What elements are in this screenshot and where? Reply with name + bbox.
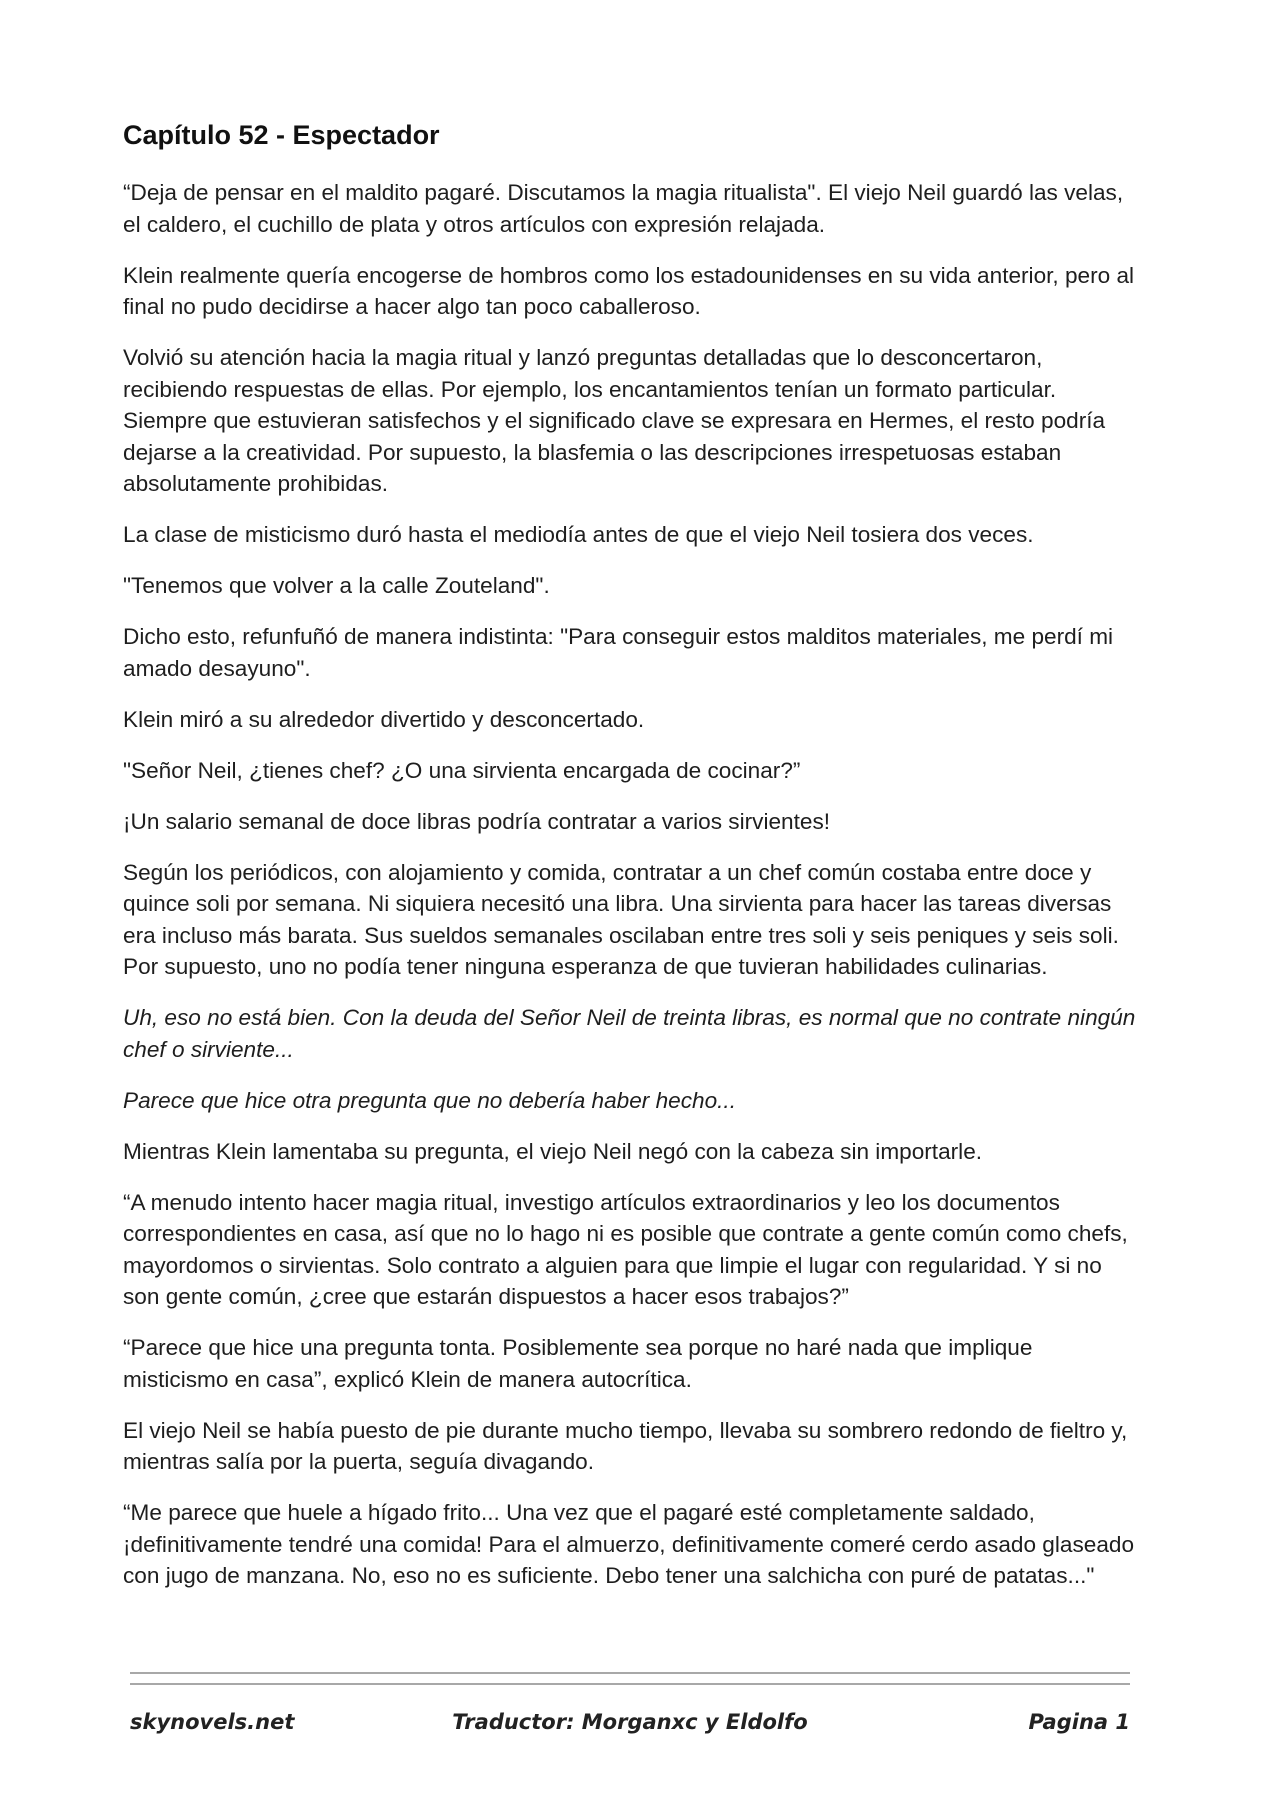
chapter-title: Capítulo 52 - Espectador <box>123 120 440 150</box>
page-footer <box>130 1710 1130 1746</box>
paragraph: “Parece que hice una pregunta tonta. Posiblemente sea porque no haré nada que implique misticismo en casa”, explicó Klein de manera autocrítica. <box>123 1335 1033 1392</box>
paragraph: “Me parece que huele a hígado frito... Una vez que el pagaré esté completamente saldado, ¡definitivamente tendré una comida! Para el almuerzo, definitivamente comeré cerdo asado glaseado con jugo de manzana. No, eso no es suficiente. Debo tener una salchicha con puré de patatas..." <box>123 1500 1135 1589</box>
paragraph: Parece que hice otra pregunta que no debería haber hecho... <box>123 1087 736 1113</box>
paragraph-list <box>123 177 1143 1592</box>
paragraph: Según los periódicos, con alojamiento y comida, contratar a un chef común costaba entre doce y quince soli por semana. Ni siquiera necesitó una libra. Una sirvienta para hacer las tareas diversas era incluso más barata. Sus sueldos semanales oscilaban entre tres soli y seis peniques y seis soli. Por supuesto, uno no podía tener ninguna esperanza de que tuvieran habilidades culinarias. <box>123 859 1119 980</box>
footer-site: skynovels.net <box>130 1710 295 1734</box>
paragraph: Klein realmente quería encogerse de hombros como los estadounidenses en su vida anterior, pero al final no pudo decidirse a hacer algo tan poco caballeroso. <box>123 262 1135 320</box>
document-body <box>123 118 1143 1611</box>
paragraph: ¡Un salario semanal de doce libras podría contratar a varios sirvientes! <box>123 808 831 834</box>
footer-page-number: Pagina 1 <box>1028 1710 1130 1734</box>
paragraph: "Señor Neil, ¿tienes chef? ¿O una sirvienta encargada de cocinar?” <box>123 757 801 783</box>
paragraph: Volvió su atención hacia la magia ritual y lanzó preguntas detalladas que lo desconcertaron, recibiendo respuestas de ellas. Por ejemplo, los encantamientos tenían un formato particular. Siempre que estuvieran satisfechos y el significado clave se expresara en Hermes, el resto podría dejarse a la creatividad. Por supuesto, la blasfemia o las descripciones irrespetuosas estaban absolutamente prohibidas. <box>123 345 1106 497</box>
paragraph: “A menudo intento hacer magia ritual, investigo artículos extraordinarios y leo los documentos correspondientes en casa, así que no lo hago ni es posible que contrate a gente común como chefs, mayordomos o sirvientas. Solo contrato a alguien para que limpie el lugar con regularidad. Y si no son gente común, ¿cree que estarán dispuestos a hacer esos trabajos?” <box>123 1189 1128 1310</box>
footer-divider <box>130 1672 1130 1674</box>
paragraph: Mientras Klein lamentaba su pregunta, el viejo Neil negó con la cabeza sin importarle. <box>123 1138 983 1164</box>
paragraph: La clase de misticismo duró hasta el mediodía antes de que el viejo Neil tosiera dos veces. <box>123 522 1034 548</box>
footer-divider <box>130 1683 1130 1685</box>
paragraph: “Deja de pensar en el maldito pagaré. Discutamos la magia ritualista". El viejo Neil guardó las velas, el caldero, el cuchillo de plata y otros artículos con expresión relajada. <box>123 180 1124 237</box>
paragraph: El viejo Neil se había puesto de pie durante mucho tiempo, llevaba su sombrero redondo de fieltro y, mientras salía por la puerta, seguía divagando. <box>123 1417 1128 1475</box>
paragraph: Klein miró a su alrededor divertido y desconcertado. <box>123 706 645 732</box>
paragraph: Dicho esto, refunfuñó de manera indistinta: "Para conseguir estos malditos materiales, me perdí mi amado desayuno". <box>123 624 1114 681</box>
paragraph: Uh, eso no está bien. Con la deuda del Señor Neil de treinta libras, es normal que no contrate ningún chef o sirviente... <box>123 1005 1136 1062</box>
paragraph: "Tenemos que volver a la calle Zouteland". <box>123 573 550 599</box>
footer-translator: Traductor: Morganxc y Eldolfo <box>452 1710 808 1734</box>
